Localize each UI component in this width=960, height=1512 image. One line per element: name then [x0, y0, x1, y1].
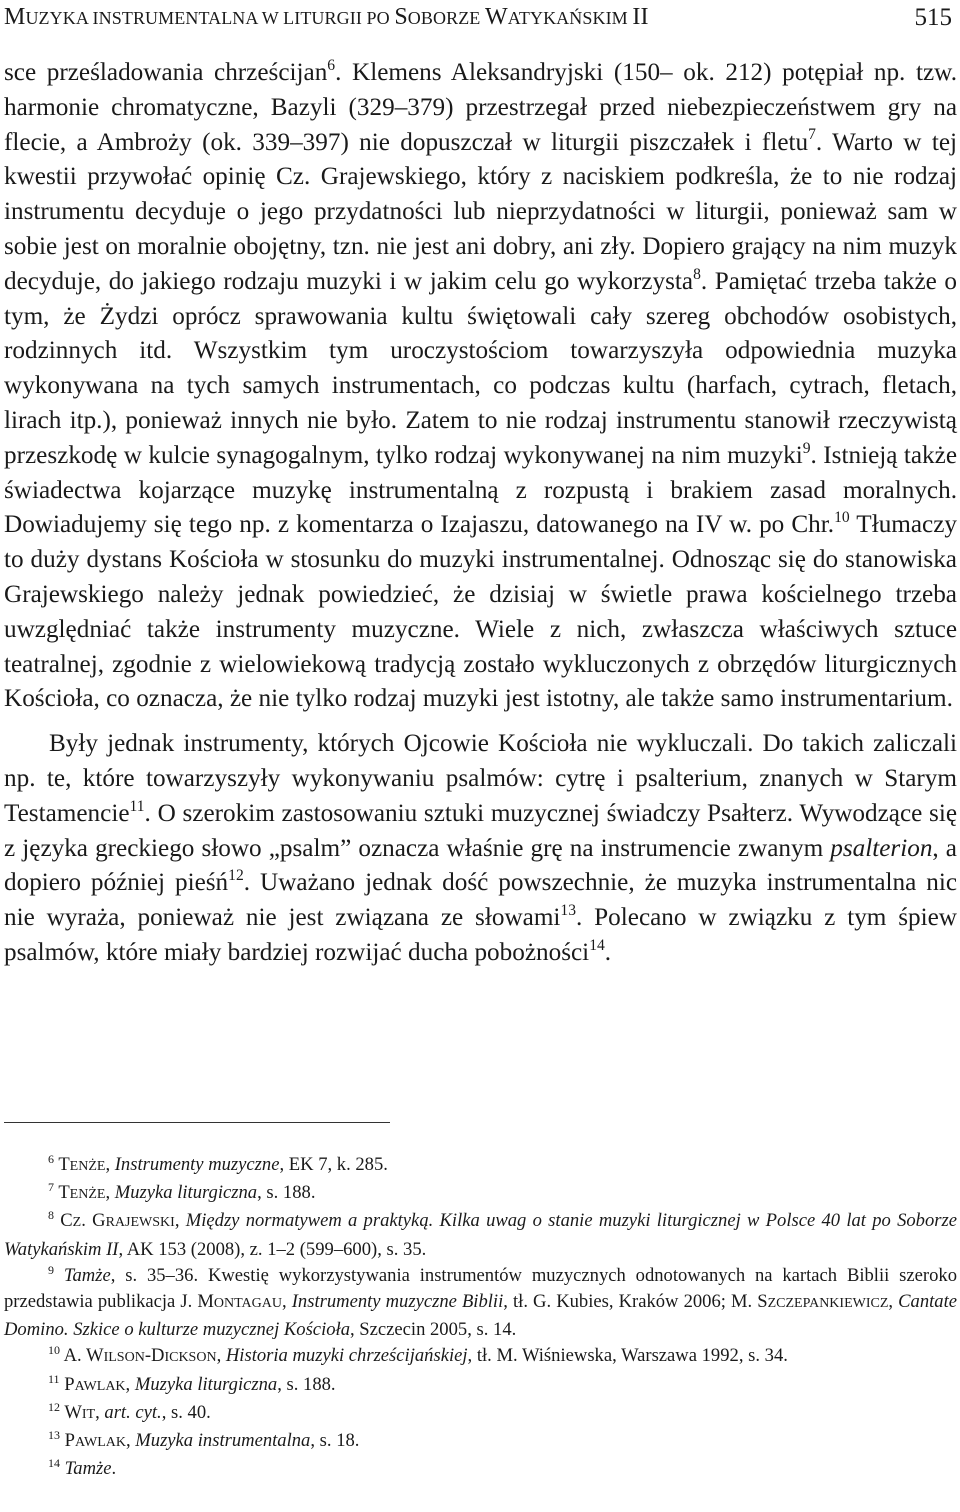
- italic-text: Muzyka liturgiczna: [134, 1373, 278, 1395]
- text-run: ,: [216, 1345, 226, 1367]
- text-run: , s. 188.: [257, 1182, 316, 1204]
- text-run: . Warto w tej kwestii przywołać opinię Cz. Grajewskiego, który z naciskiem podkreśla, że to nie rodzaj instrumentu decyduje o jego przydatności lub nieprzydatności w liturgii, ponieważ sam w sobie jest on moralnie obojętny, tzn. nie jest ani dobry, ani zły. Dopiero grający na nim muzyk decyduje, do jakiego rodzaju muzyki i w jakim celu go wykorzysta: [4, 128, 957, 295]
- footnote: [4, 1208, 957, 1262]
- italic-text: Cantate Domino. Szkice o kulturze muzycznej Kościoła: [4, 1291, 958, 1341]
- title-part: II: [632, 4, 649, 30]
- footnotes: [4, 1152, 957, 1482]
- text-run: , Szczecin 2005, s. 14.: [350, 1319, 517, 1341]
- paragraph: [4, 56, 957, 717]
- italic-text: Muzyka instrumentalna: [135, 1430, 311, 1452]
- running-header: [4, 4, 956, 44]
- footnote: [4, 1343, 957, 1371]
- text-run: AWLAK: [75, 1435, 126, 1451]
- footnote-ref: 13: [560, 901, 577, 919]
- text-run: ONTAGAU: [213, 1296, 282, 1312]
- text-run: , AK 153 (2008), z. 1–2 (599–600), s. 35.: [118, 1238, 427, 1260]
- running-title: [4, 4, 649, 31]
- text-run: ,: [125, 1430, 136, 1452]
- italic-text: Tamże: [63, 1264, 111, 1286]
- footnote-ref: 6: [327, 56, 336, 74]
- title-part: ATYKAŃSKIM: [507, 8, 633, 28]
- footnote-number: 12: [48, 1399, 60, 1414]
- text-run: A. W: [63, 1345, 104, 1367]
- page-number: 515: [914, 4, 952, 31]
- footnote: [4, 1456, 957, 1482]
- text-run: -D: [144, 1345, 165, 1367]
- footnote-ref: 9: [802, 439, 811, 457]
- text-run: , s. 18.: [310, 1430, 360, 1452]
- text-run: . Istnieją także świadectwa kojarzące muzykę instrumentalną z rozpustą i brakiem zasad moralnych. Dowiadujemy się tego np. z komentarza o Izajaszu, datowanego na IV w. po Chr.: [4, 441, 957, 539]
- text-run: . Pamiętać trzeba także o tym, że Żydzi oprócz sprawowania kultu świętowali cały szereg obchodów osobistych, rodzinnych itd. Wszystkim tym uroczystościom towarzyszyła odpowiednia muzyka wykonywana na tych samych instrumentach, co podczas kultu (harfach, cytrach, fletach, lirach itp.), ponieważ innych nie było. Zatem to nie rodzaj instrumentu stanowił rzeczywistą przeszkodę w kulcie synagogalnym, tylko rodzaj wykonywanej na nim muzyki: [4, 267, 958, 469]
- title-part: UZYKA INSTRUMENTALNA W LITURGII PO: [25, 8, 395, 28]
- footnote-ref: 8: [693, 265, 701, 283]
- italic-text: Między normatywem a praktyką. Kilka uwag o stanie muzyki liturgicznej w Polsce 40 lat po Soborze Watykańskim II: [4, 1210, 958, 1260]
- footnote-number: 11: [48, 1371, 60, 1386]
- footnote-ref: 14: [589, 936, 605, 954]
- italic-text: Instrumenty muzyczne Biblii: [291, 1291, 504, 1313]
- footnote-ref: 12: [228, 867, 244, 885]
- text-run: P: [64, 1430, 75, 1452]
- text-run: ENŻE: [69, 1187, 106, 1203]
- text-run: ,: [888, 1291, 899, 1313]
- title-part: S: [394, 4, 408, 30]
- text-run: , tł. G. Kubies, Kraków 2006; M. S: [503, 1291, 768, 1313]
- footnote-number: 7: [48, 1180, 54, 1195]
- footnote-number: 10: [48, 1343, 60, 1358]
- text-run: T: [58, 1182, 70, 1204]
- text-run: ,: [125, 1373, 135, 1395]
- text-run: ICKSON: [164, 1350, 217, 1366]
- footnote: [4, 1372, 957, 1400]
- footnote-number: 8: [48, 1208, 54, 1223]
- text-run: IT: [81, 1406, 96, 1422]
- footnote-number: 13: [48, 1427, 60, 1442]
- main-text: [4, 56, 957, 971]
- text-run: .: [604, 938, 612, 966]
- footnote: [4, 1428, 957, 1456]
- text-run: .: [111, 1458, 117, 1480]
- footnote-ref: 7: [808, 126, 816, 144]
- text-run: RAJEWSKI: [105, 1215, 175, 1231]
- text-run: ILSON: [103, 1350, 145, 1366]
- text-run: ,: [281, 1291, 292, 1313]
- text-run: Były jednak instrumenty, których Ojcowie Kościoła nie wykluczali. Do takich zaliczali np. te, które towarzyszyły wykonywaniu psalmów: cytrę i psalterium, znanych w Starym Testamencie: [4, 730, 957, 827]
- text-run: Tłumaczy to duży dystans Kościoła w stosunku do muzyki instrumentalnej. Odnosząc się do stanowiska Grajewskiego należy jednak powiedzieć, że dzisiaj w świetle prawa kościelnego trzeba uwzględniać także instrumenty muzyczne. Wiele z nich, zwłaszcza właściwych sztuce teatralnej, zgodnie z wielowiekową tradycją zostało wykluczonych z obrzędów liturgicznych Kościoła, co oznacza, że nie tylko rodzaj muzyki jest istotny, ale także samo instrumentarium.: [4, 511, 958, 713]
- text-run: AWLAK: [74, 1378, 126, 1394]
- italic-text: Muzyka liturgiczna: [114, 1182, 258, 1204]
- footnote-separator: [4, 1122, 390, 1123]
- text-run: ,: [105, 1154, 115, 1175]
- italic-text: Tamże: [64, 1458, 112, 1480]
- footnote-ref: 11: [129, 797, 145, 815]
- italic-text: Historia muzyki chrześcijańskiej: [225, 1345, 468, 1367]
- text-run: W: [64, 1401, 82, 1423]
- paragraph: [4, 727, 957, 971]
- title-part: M: [4, 4, 26, 30]
- text-run: , s. 35–36. Kwestię wykorzystywania instrumentów muzycznych odnotowanych na kartach Biblii szeroko przedstawia publikacja J. M: [4, 1264, 957, 1313]
- footnote: [4, 1152, 957, 1180]
- text-run: P: [64, 1373, 75, 1395]
- text-run: ,: [174, 1210, 186, 1232]
- title-part: OBORZE: [407, 8, 485, 28]
- text-run: , EK 7, k. 285.: [279, 1154, 388, 1175]
- footnote: [4, 1263, 957, 1344]
- text-run: ,: [105, 1182, 115, 1204]
- footnote: [4, 1400, 957, 1428]
- italic-text: Instrumenty muzyczne: [114, 1154, 280, 1175]
- text-run: , tł. M. Wiśniewska, Warszawa 1992, s. 34.: [467, 1345, 788, 1367]
- text-run: . G: [81, 1210, 106, 1232]
- text-run: , a dopiero później pieśń: [4, 834, 957, 897]
- text-run: . Uważano jednak dość powszechnie, że muzyka instrumentalna nic nie wyraża, ponieważ nie jest związana ze słowami: [4, 869, 958, 932]
- text-run: sce prześladowania chrześcijan: [4, 59, 328, 86]
- text-run: ,: [95, 1401, 105, 1423]
- text-run: ZCZEPANKIEWICZ: [767, 1296, 889, 1312]
- italic-text: psalterion: [830, 834, 933, 862]
- text-run: , s. 188.: [277, 1373, 336, 1395]
- footnote-number: 14: [48, 1456, 60, 1471]
- footnote-ref: 10: [834, 509, 850, 527]
- footnote: [4, 1180, 957, 1208]
- text-run: . Klemens Aleksandryjski (150– ok. 212) potępiał np. tzw. harmonie chromatyczne, Bazyli (329–379) przestrzegał przed niebezpieczeństwem gry na flecie, a Ambroży (ok. 339–397) nie dopuszczał w liturgii piszczałek i fletu: [4, 59, 957, 156]
- text-run: Z: [72, 1215, 82, 1231]
- title-part: W: [485, 4, 508, 30]
- text-run: C: [60, 1210, 73, 1232]
- footnote-number: 9: [48, 1262, 54, 1277]
- text-run: T: [58, 1154, 70, 1175]
- italic-text: art. cyt.: [104, 1401, 162, 1423]
- footnote-number: 6: [48, 1151, 54, 1166]
- text-run: . Polecano w związku z tym śpiew psalmów, które miały bardziej rozwijać ducha pobożności: [4, 904, 957, 966]
- text-run: . O szerokim zastosowaniu sztuki muzycznej świadczy Psałterz. Wywodzące się z języka greckiego słowo „psalm” oznacza właśnie grę na instrumencie zwanym: [4, 799, 957, 862]
- text-run: , s. 40.: [161, 1401, 211, 1423]
- text-run: ENŻE: [69, 1159, 106, 1174]
